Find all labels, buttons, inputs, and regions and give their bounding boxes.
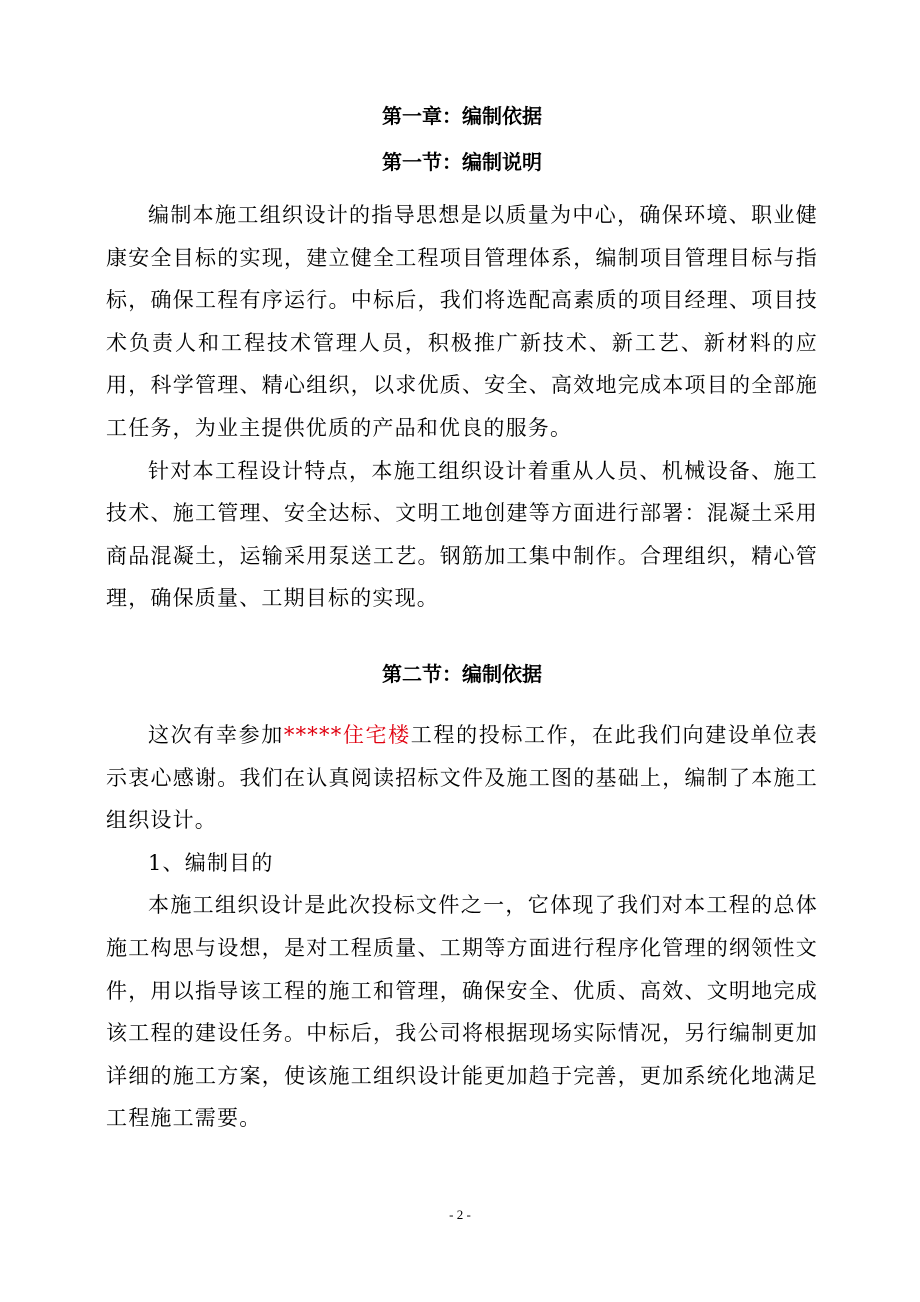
item1-paragraph: 本施工组织设计是此次投标文件之一，它体现了我们对本工程的总体施工构思与设想，是对工程质量、工期等方面进行程序化管理的纲领性文件，用以指导该工程的施工和管理，确保安全、优质、高效、文明地完成该工程的建设任务。中标后，我公司将根据现场实际情况，另行编制更加详细的施工方案，使该施工组织设计能更加趋于完善，更加系统化地满足工程施工需要。	[106, 893, 818, 1131]
intro-text-before: 这次有幸参加	[148, 722, 284, 747]
section-title-2: 第二节：编制依据	[382, 661, 542, 686]
project-name-highlight: *****住宅楼	[283, 722, 411, 747]
section-title-1: 第一节：编制说明	[382, 150, 542, 174]
section2-intro-paragraph	[106, 714, 818, 842]
item1-heading: 1、编制目的	[148, 850, 274, 875]
intro-text-after: 工程的投标工作，在此我们向建设单位表示衷心感谢。我们在认真阅读招标文件及施工图的基础上，编制了本施工组织设计。	[106, 722, 818, 833]
chapter-title: 第一章：编制依据	[382, 104, 542, 128]
section1-paragraph-2: 针对本工程设计特点，本施工组织设计着重从人员、机械设备、施工技术、施工管理、安全达标、文明工地创建等方面进行部署：混凝土采用商品混凝土，运输采用泵送工艺。钢筋加工集中制作。合理组织，精心管理，确保质量、工期目标的实现。	[106, 458, 818, 611]
page-number: - 2 -	[449, 1207, 471, 1222]
document-page	[106, 96, 818, 1140]
section1-paragraph-1: 编制本施工组织设计的指导思想是以质量为中心，确保环境、职业健康安全目标的实现，建立健全工程项目管理体系，编制项目管理目标与指标，确保工程有序运行。中标后，我们将选配高素质的项目经理、项目技术负责人和工程技术管理人员，积极推广新技术、新工艺、新材料的应用，科学管理、精心组织，以求优质、安全、高效地完成本项目的全部施工任务，为业主提供优质的产品和优良的服务。	[106, 203, 818, 440]
